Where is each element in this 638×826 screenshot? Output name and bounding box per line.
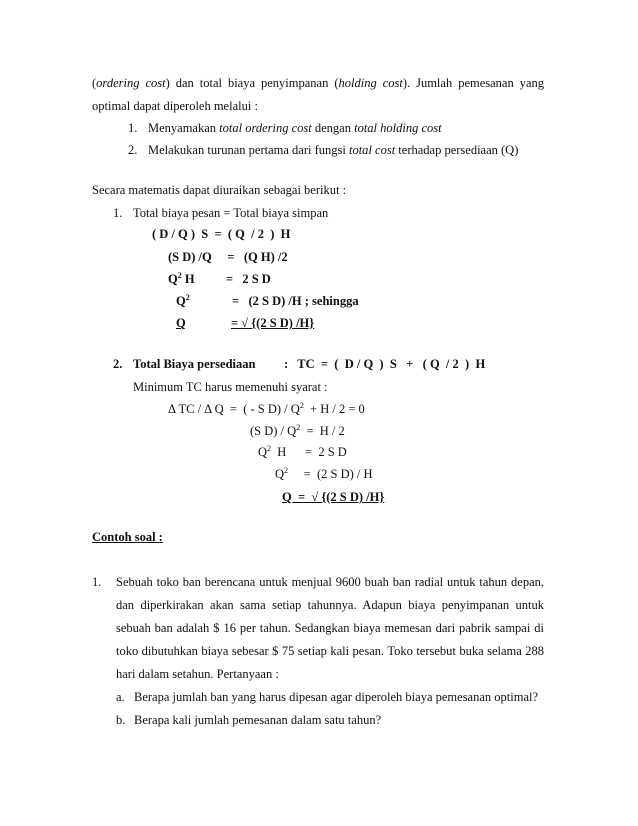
example-line: sebuah ban adalah $ 16 per tahun. Sedangkan biaya memesan dari pabrik sampai di (116, 621, 544, 635)
example-heading: Contoh soal : (92, 530, 163, 544)
equation-line: $Q^2$ H = 2 S D (168, 271, 271, 286)
list-item-number: 2. (128, 143, 138, 157)
derivation-line: $Q^2$ = (2 S D) / H (275, 466, 373, 481)
question-a: Berapa jumlah ban yang harus dipesan agar diperoleh biaya pemesanan optimal? (134, 690, 539, 704)
derivation-line: $Q^2$ H = 2 S D (258, 444, 347, 459)
list-item-1: Menyamakan total ordering cost dengan total holding cost (148, 121, 442, 135)
intro-line-1: (ordering cost) dan total biaya penyimpanan (holding cost). Jumlah pemesanan yang (92, 76, 545, 90)
list-item-2: Melakukan turunan pertama dari fungsi total cost terhadap persediaan (Q) (148, 143, 519, 157)
section-1-title: Total biaya pesan = Total biaya simpan (133, 206, 329, 220)
equation-line: ( D / Q ) S = ( Q / 2 ) H (152, 227, 291, 241)
section-2-title: Total Biaya persediaan (133, 357, 256, 371)
section-number: 1. (113, 206, 123, 220)
intro-line-2: optimal dapat diperoleh melalui : (92, 99, 258, 113)
equation-line: $Q^2$ (176, 293, 190, 308)
example-number: 1. (92, 575, 102, 589)
question-number: a. (116, 690, 125, 704)
equation-line: (S D) /Q = (Q H) /2 (168, 250, 288, 264)
derivation-result: Q = √ {(2 S D) /H} (282, 490, 385, 504)
section-2-subtitle: Minimum TC harus memenuhi syarat : (133, 380, 328, 394)
example-line: hari dalam setahun. Pertanyaan : (116, 667, 279, 681)
equation-line: : TC = ( D / Q ) S + ( Q / 2 ) H (284, 357, 486, 371)
equation-result-label: Q (176, 316, 186, 330)
equation-line: = (2 S D) /H ; sehingga (232, 294, 359, 308)
equation-result: = √ {(2 S D) /H} (231, 316, 315, 330)
derivation-line: (S $D) / Q^2 = H / 2$ (250, 423, 345, 438)
example-line: dan diperkirakan akan sama setiap tahunnya. Adapun biaya penyimpanan untuk (116, 598, 544, 612)
section-number: 2. (113, 357, 123, 371)
example-line: toko dibutuhkan biaya sebesar $ 75 setiap kali pesan. Toko tersebut buka selama 288 (116, 644, 544, 658)
question-b: Berapa kali jumlah pemesanan dalam satu tahun? (134, 713, 382, 727)
list-item-number: 1. (128, 121, 138, 135)
question-number: b. (116, 713, 126, 727)
example-line: Sebuah toko ban berencana untuk menjual 9600 buah ban radial untuk tahun depan, (116, 575, 544, 589)
derivation-line: Δ TC / Δ Q = ( - S $D) / Q^2 + H / 2 = 0$ (168, 401, 365, 416)
math-heading: Secara matematis dapat diuraikan sebagai berikut : (92, 183, 347, 197)
